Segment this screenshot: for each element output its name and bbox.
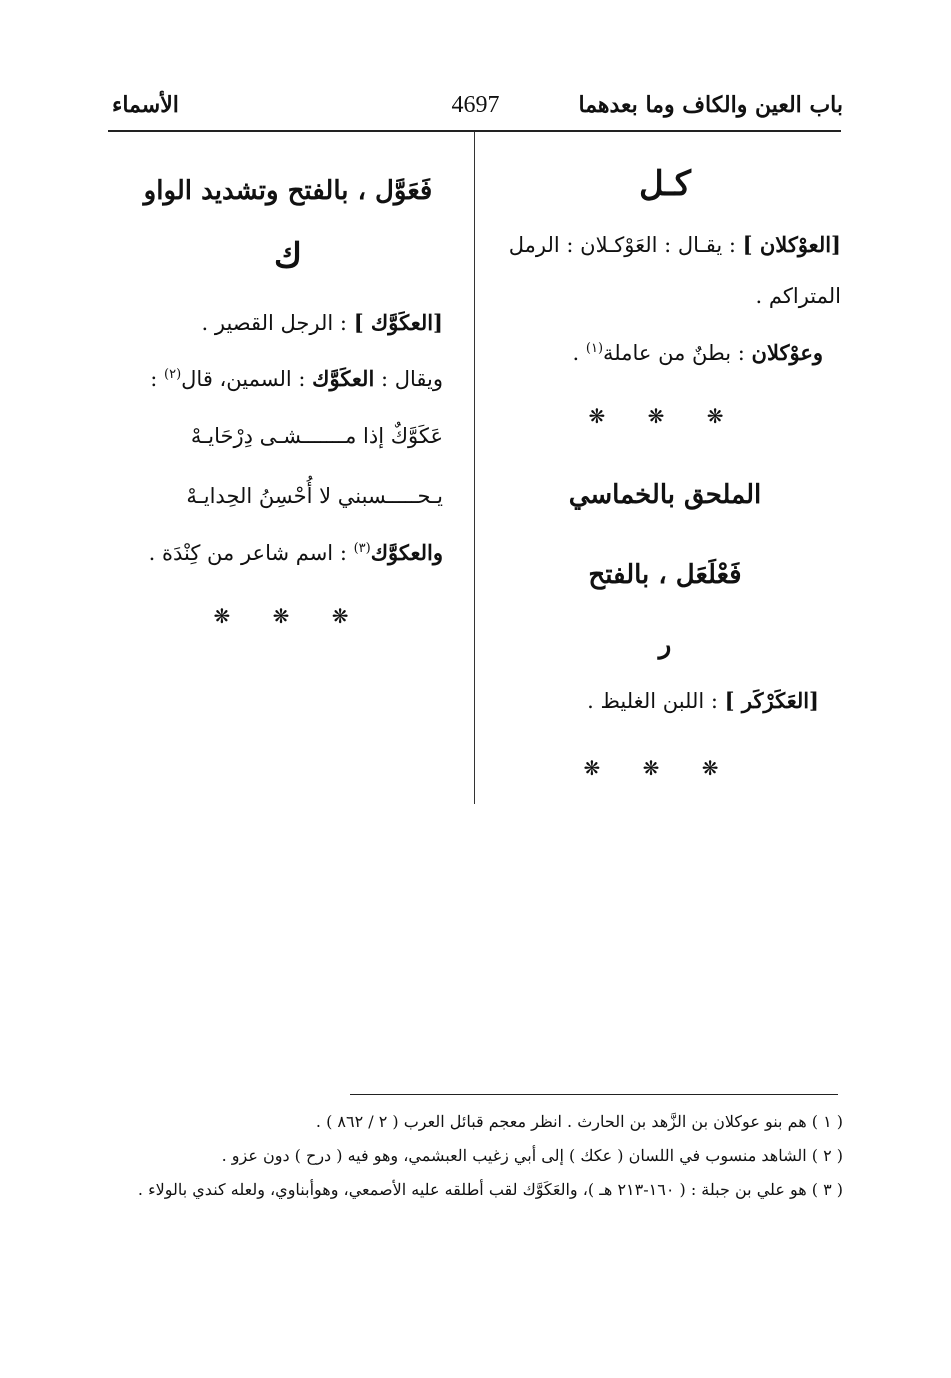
running-header-right: باب العين والكاف وما بعدهما xyxy=(578,92,843,118)
pattern-heading: فَعْلَعَل ، بالفتح xyxy=(588,560,742,590)
entry-awkalan-tribe xyxy=(573,340,823,365)
section-separator: ❋ ❋ ❋ xyxy=(213,604,367,628)
section-separator: ❋ ❋ ❋ xyxy=(588,404,742,428)
root-letter-r: ر xyxy=(658,630,672,660)
entry-text: ويقال : xyxy=(374,367,443,391)
entry-term: وعوْكلان xyxy=(751,340,823,365)
footnote-rule xyxy=(350,1094,838,1095)
entry-term: [العكَوَّك ] xyxy=(353,310,443,335)
section-separator: ❋ ❋ ❋ xyxy=(583,756,737,780)
page-number: 4697 xyxy=(451,92,500,118)
root-letter-k: ك xyxy=(273,236,303,276)
entry-term: العكَوَّك xyxy=(312,366,375,391)
footnote-2: ( ٢ ) الشاهد منسوب في اللسان ( عكك ) إلى أبي زغيب العبشمي، وهو فيه ( درح ) دون عزو . xyxy=(221,1146,843,1165)
verse-line-2: يـحـــــسبني لا أُحْسِنُ الحِدايـهْ xyxy=(186,484,443,508)
entry-definition: : السمين، قال xyxy=(181,367,313,391)
entry-term: [العوْكلان ] xyxy=(742,232,841,257)
entry-akarkar xyxy=(587,688,819,713)
entry-akawwak-fat xyxy=(150,366,443,391)
pattern-heading: فَعَوَّل ، بالفتح وتشديد الواو xyxy=(143,176,433,206)
entry-awkalan xyxy=(509,232,841,257)
entry-definition: : اسم شاعر من كِنْدَة . xyxy=(148,541,347,565)
verse-line-1: عَكَوَّكٌ إذا مـــــــشـى دِرْحَايـهْ xyxy=(190,424,443,448)
running-header-left: الأسماء xyxy=(112,92,179,118)
entry-definition: : الرجل القصير . xyxy=(201,311,347,335)
footnote-ref-1: (١) xyxy=(585,341,604,356)
column-divider xyxy=(474,132,475,804)
entry-akawwak-poet xyxy=(149,540,443,565)
footnote-ref-3: (٣) xyxy=(353,541,371,556)
root-heading-kl: كـل xyxy=(639,164,691,204)
footnote-3: ( ٣ ) هو علي بن جبلة : ( ١٦٠-٢١٣ هـ )، والعَكَوَّك لقب أطلقه عليه الأصمعي، وهوأبناوي، ولعله كندي بالولاء . xyxy=(137,1180,843,1199)
entry-continuation: المتراكم . xyxy=(755,284,841,308)
entry-end: : xyxy=(150,367,165,391)
entry-akawwak xyxy=(202,310,443,335)
entry-term: والعكوَّك xyxy=(370,540,443,565)
entry-definition: : يقـال : العَوْكـلان : الرمل xyxy=(508,233,736,257)
entry-term: [العَكَرْكَر ] xyxy=(724,688,819,713)
entry-definition: : بطنٌ من عاملة xyxy=(603,341,745,365)
footnote-1: ( ١ ) هم بنو عوكلان بن الزَّهد بن الحارث . انظر معجم قبائل العرب ( ٢ / ٨٦٢ ) . xyxy=(315,1112,843,1131)
section-heading: الملحق بالخماسي xyxy=(568,480,762,510)
footnote-ref-2: (٢) xyxy=(164,367,182,382)
entry-definition: : اللبن الغليظ . xyxy=(587,689,718,713)
entry-end: . xyxy=(572,341,586,365)
